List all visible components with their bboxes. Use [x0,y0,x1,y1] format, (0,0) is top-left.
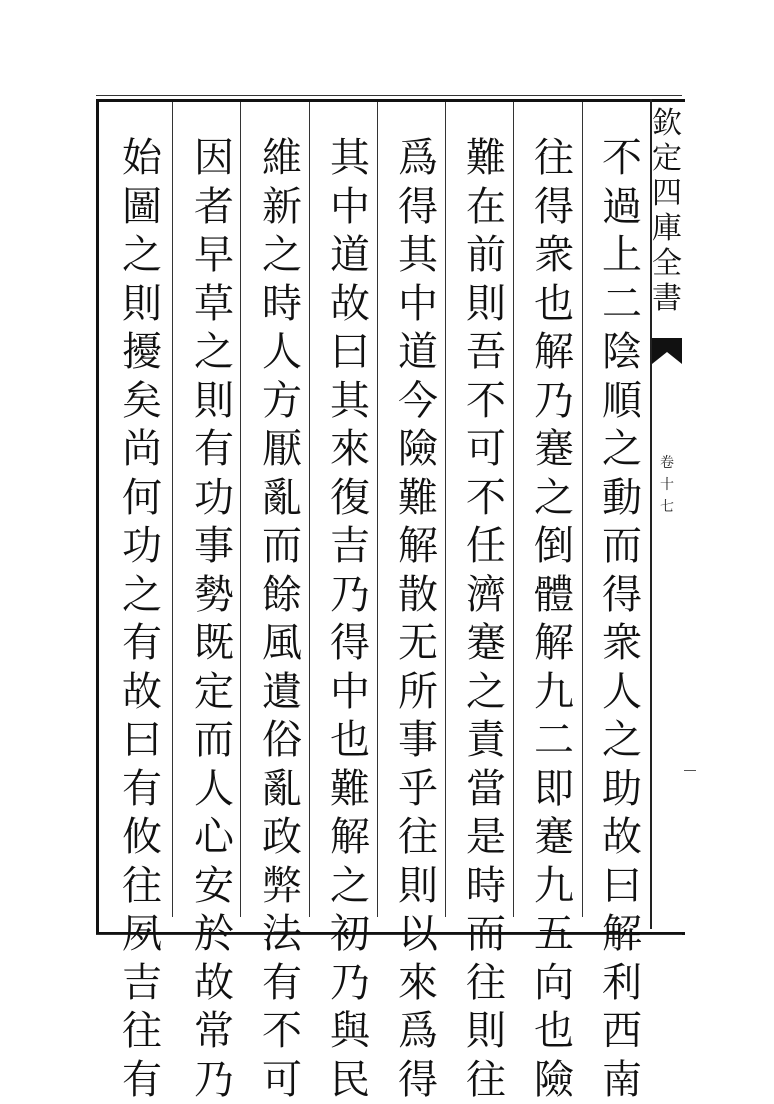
text-character: 責 [462,716,510,765]
volume-number [650,452,684,518]
column-rule [309,102,310,917]
text-character: 前 [462,231,510,280]
text-character: 蹇 [530,813,578,862]
text-character: 事 [190,522,238,571]
text-character: 上 [598,231,646,280]
book-title-character: 欽 [652,106,682,141]
text-character: 九 [530,668,578,717]
text-character: 則 [394,862,442,911]
text-character: 者 [190,183,238,232]
text-character: 助 [598,765,646,814]
text-character: 有 [118,1056,166,1104]
text-character: 之 [118,571,166,620]
text-character: 解 [598,910,646,959]
text-character: 解 [530,328,578,377]
text-character: 中 [326,183,374,232]
text-character: 濟 [462,571,510,620]
text-character: 則 [462,280,510,329]
text-character: 難 [462,134,510,183]
text-character: 其 [326,134,374,183]
text-column [598,134,646,924]
text-column [118,134,166,924]
text-character: 難 [394,474,442,523]
text-character: 何 [118,474,166,523]
text-character: 得 [394,1056,442,1104]
text-character: 所 [394,668,442,717]
text-character: 乃 [326,571,374,620]
text-character: 利 [598,959,646,1008]
book-title [650,106,684,316]
text-column [394,134,442,924]
text-character: 向 [530,959,578,1008]
text-character: 爲 [394,1007,442,1056]
book-title-character: 書 [652,281,682,316]
text-character: 亂 [258,474,306,523]
text-character: 中 [326,668,374,717]
text-character: 餘 [258,571,306,620]
text-character: 來 [326,425,374,474]
text-character: 功 [190,474,238,523]
text-character: 可 [462,425,510,474]
text-character: 解 [394,522,442,571]
text-character: 安 [190,862,238,911]
column-rule [445,102,446,917]
text-column [462,134,510,924]
text-character: 俗 [258,716,306,765]
text-character: 人 [258,328,306,377]
text-character: 有 [118,619,166,668]
text-character: 曰 [598,862,646,911]
text-character: 而 [258,522,306,571]
text-character: 亂 [258,765,306,814]
text-character: 其 [394,231,442,280]
text-character: 即 [530,765,578,814]
text-character: 來 [394,959,442,1008]
text-character: 曰 [118,716,166,765]
text-character: 險 [394,425,442,474]
text-character: 新 [258,183,306,232]
text-character: 得 [598,571,646,620]
text-character: 之 [598,425,646,474]
text-character: 可 [258,1056,306,1104]
text-character: 不 [462,377,510,426]
column-rule [377,102,378,917]
text-character: 體 [530,571,578,620]
text-character: 險 [530,1056,578,1104]
column-rule [172,102,173,917]
text-character: 圖 [118,183,166,232]
text-character: 故 [190,959,238,1008]
text-character: 陰 [598,328,646,377]
text-character: 故 [118,668,166,717]
text-character: 功 [118,522,166,571]
text-character: 過 [598,183,646,232]
fishtail-mark-icon [652,338,682,368]
text-character: 當 [462,765,510,814]
text-character: 攸 [118,813,166,862]
text-character: 有 [258,959,306,1008]
text-character: 二 [530,716,578,765]
text-character: 九 [530,862,578,911]
text-character: 往 [118,1007,166,1056]
text-character: 也 [530,280,578,329]
text-character: 時 [258,280,306,329]
text-character: 往 [394,813,442,862]
text-character: 也 [326,716,374,765]
text-character: 是 [462,813,510,862]
book-title-character: 庫 [652,211,682,246]
text-character: 因 [190,134,238,183]
text-character: 民 [326,1056,374,1104]
text-character: 夙 [118,910,166,959]
text-character: 也 [530,1007,578,1056]
text-character: 衆 [598,619,646,668]
text-character: 始 [118,134,166,183]
text-character: 草 [190,280,238,329]
text-character: 得 [326,619,374,668]
text-character: 既 [190,619,238,668]
text-character: 故 [326,280,374,329]
margin-tick [684,770,696,771]
text-character: 方 [258,377,306,426]
text-character: 政 [258,813,306,862]
text-character: 則 [118,280,166,329]
text-character: 吉 [326,522,374,571]
volume-character: 七 [660,496,674,518]
text-character: 散 [394,571,442,620]
column-rule [240,102,241,917]
text-character: 風 [258,619,306,668]
text-character: 有 [190,425,238,474]
text-character: 吉 [118,959,166,1008]
volume-character: 十 [660,474,674,496]
text-character: 之 [118,231,166,280]
text-character: 有 [118,765,166,814]
text-character: 今 [394,377,442,426]
text-character: 爲 [394,134,442,183]
text-character: 常 [190,1007,238,1056]
text-character: 復 [326,474,374,523]
text-character: 道 [394,328,442,377]
text-character: 早 [190,231,238,280]
text-character: 蹇 [462,619,510,668]
book-title-character: 四 [652,176,682,211]
text-character: 而 [598,522,646,571]
text-character: 得 [394,183,442,232]
text-character: 難 [326,765,374,814]
text-character: 人 [190,765,238,814]
frame-top-rule [96,95,682,96]
text-character: 乃 [190,1056,238,1104]
text-character: 與 [326,1007,374,1056]
text-column [258,134,306,924]
text-character: 其 [326,377,374,426]
volume-character: 卷 [660,452,674,474]
text-character: 勢 [190,571,238,620]
text-character: 不 [258,1007,306,1056]
page-frame [96,99,685,935]
text-character: 遺 [258,668,306,717]
text-character: 動 [598,474,646,523]
text-character: 之 [326,862,374,911]
column-rule [582,102,583,917]
text-column [530,134,578,924]
text-character: 順 [598,377,646,426]
text-character: 任 [462,522,510,571]
text-character: 往 [462,959,510,1008]
text-character: 之 [598,716,646,765]
text-character: 事 [394,716,442,765]
text-character: 道 [326,231,374,280]
text-character: 衆 [530,231,578,280]
book-title-character: 定 [652,141,682,176]
text-character: 解 [326,813,374,862]
text-character: 无 [394,619,442,668]
text-character: 於 [190,910,238,959]
text-character: 解 [530,619,578,668]
text-character: 維 [258,134,306,183]
text-character: 倒 [530,522,578,571]
text-character: 在 [462,183,510,232]
text-character: 南 [598,1056,646,1104]
text-character: 擾 [118,328,166,377]
text-character: 之 [462,668,510,717]
text-character: 得 [530,183,578,232]
frame-bottom-rule [96,934,682,935]
text-character: 五 [530,910,578,959]
text-character: 中 [394,280,442,329]
text-character: 吾 [462,328,510,377]
text-character: 人 [598,668,646,717]
text-character: 法 [258,910,306,959]
text-character: 之 [258,231,306,280]
text-character: 則 [462,1007,510,1056]
text-character: 不 [598,134,646,183]
text-character: 之 [530,474,578,523]
text-character: 矣 [118,377,166,426]
text-column [326,134,374,924]
text-character: 時 [462,862,510,911]
text-character: 之 [190,328,238,377]
text-character: 厭 [258,425,306,474]
text-character: 心 [190,813,238,862]
text-character: 則 [190,377,238,426]
text-character: 故 [598,813,646,862]
text-character: 曰 [326,328,374,377]
text-character: 二 [598,280,646,329]
text-character: 往 [118,862,166,911]
text-character: 定 [190,668,238,717]
text-character: 西 [598,1007,646,1056]
text-column [190,134,238,924]
text-character: 尚 [118,425,166,474]
text-character: 而 [462,910,510,959]
text-character: 蹇 [530,425,578,474]
text-character: 往 [530,134,578,183]
text-character: 往 [462,1056,510,1104]
text-character: 乎 [394,765,442,814]
text-character: 乃 [326,959,374,1008]
text-character: 弊 [258,862,306,911]
text-character: 而 [190,716,238,765]
text-character: 乃 [530,377,578,426]
text-character: 初 [326,910,374,959]
text-character: 不 [462,474,510,523]
book-title-character: 全 [652,246,682,281]
column-rule [513,102,514,917]
text-character: 以 [394,910,442,959]
